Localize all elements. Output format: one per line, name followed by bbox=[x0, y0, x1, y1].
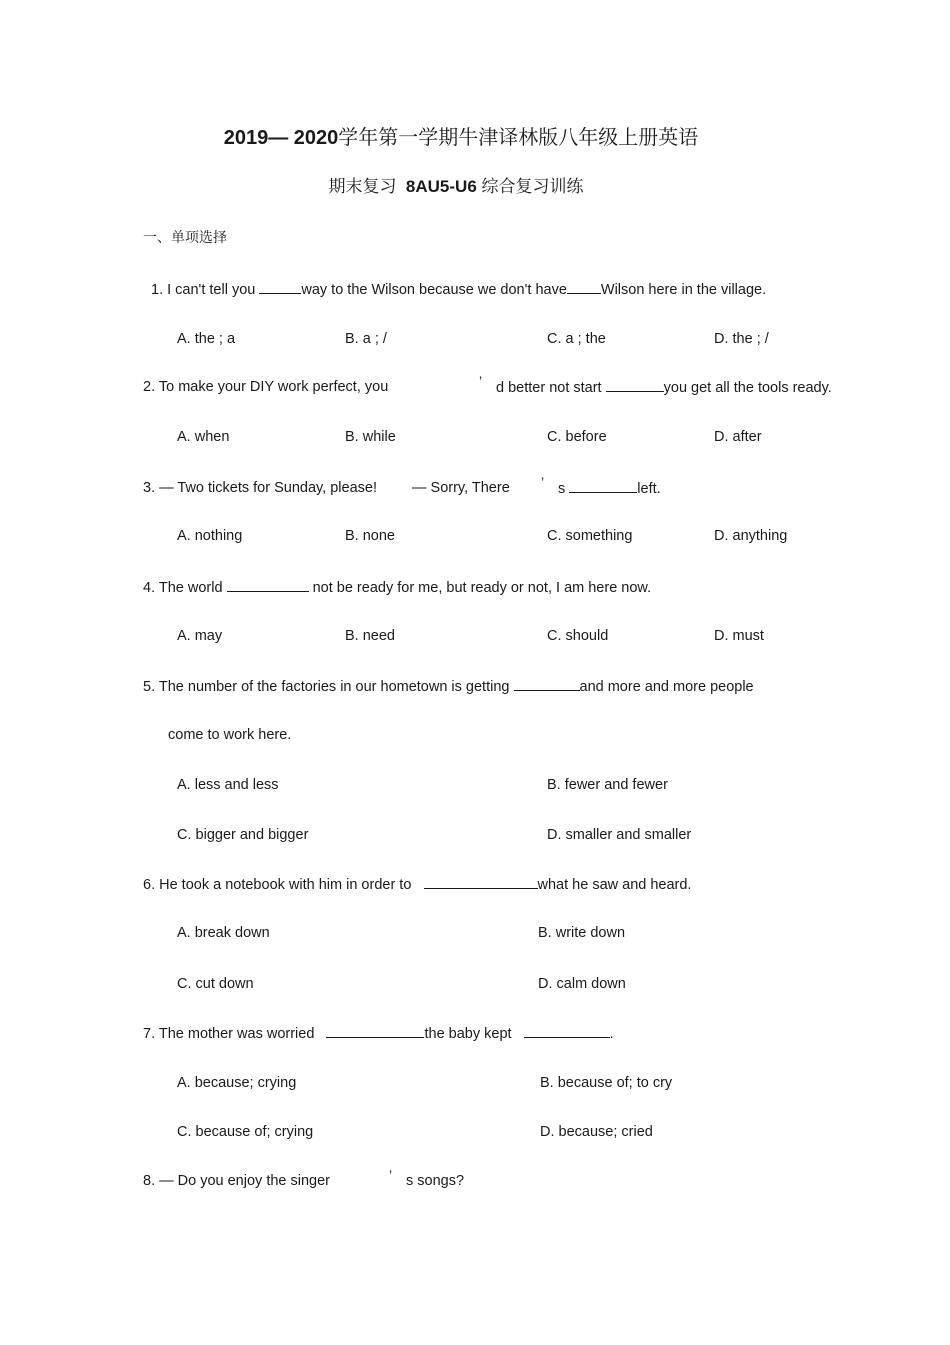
apostrophe: ’ bbox=[479, 373, 483, 389]
option-c[interactable]: C. because of; crying bbox=[177, 1124, 314, 1140]
option-b[interactable]: B. while bbox=[345, 429, 396, 445]
option-c[interactable]: C. cut down bbox=[177, 976, 254, 992]
question-text: and more and more people bbox=[579, 679, 754, 695]
option-d[interactable]: D. must bbox=[714, 628, 764, 644]
question-text: Wilson here in the village. bbox=[600, 282, 767, 298]
question-text: 5. The number of the factories in our hometown is getting bbox=[143, 679, 510, 695]
question-text: d better not start bbox=[496, 380, 602, 396]
answer-blank[interactable] bbox=[606, 378, 664, 392]
title-year: 2019— 2020 bbox=[223, 127, 339, 149]
question-8-cont: s songs? bbox=[406, 1173, 465, 1189]
option-b[interactable]: B. none bbox=[345, 528, 395, 544]
subtitle-code: 8AU5-U6 bbox=[405, 177, 477, 196]
option-b[interactable]: B. write down bbox=[538, 925, 626, 941]
answer-blank[interactable] bbox=[424, 875, 538, 889]
title-text: 学年第一学期牛津译林版八年级上册英语 bbox=[338, 127, 699, 149]
option-b[interactable]: B. fewer and fewer bbox=[547, 777, 668, 793]
answer-blank[interactable] bbox=[326, 1024, 424, 1038]
answer-blank[interactable] bbox=[514, 677, 580, 691]
question-3-reply: — Sorry, There bbox=[412, 480, 510, 496]
question-text: . bbox=[609, 1026, 614, 1042]
option-d[interactable]: D. smaller and smaller bbox=[547, 827, 692, 843]
option-b[interactable]: B. because of; to cry bbox=[540, 1075, 673, 1091]
subtitle-prefix: 期末复习 bbox=[328, 177, 397, 196]
question-8: 8. — Do you enjoy the singer bbox=[143, 1173, 330, 1189]
question-text: 1. I can't tell you bbox=[151, 282, 256, 298]
answer-blank[interactable] bbox=[259, 280, 301, 294]
question-2-cont bbox=[496, 378, 832, 397]
question-2: 2. To make your DIY work perfect, you bbox=[143, 379, 389, 395]
option-b[interactable]: B. need bbox=[345, 628, 395, 644]
option-d[interactable]: D. calm down bbox=[538, 976, 626, 992]
subtitle-suffix: 综合复习训练 bbox=[481, 177, 584, 196]
question-5 bbox=[143, 677, 754, 696]
question-6 bbox=[143, 875, 691, 894]
option-a[interactable]: A. because; crying bbox=[177, 1075, 297, 1091]
question-text: 7. The mother was worried bbox=[143, 1026, 315, 1042]
question-text: the baby kept bbox=[424, 1026, 512, 1042]
answer-blank[interactable] bbox=[227, 578, 309, 592]
option-a[interactable]: A. nothing bbox=[177, 528, 243, 544]
question-7 bbox=[143, 1024, 614, 1043]
option-c[interactable]: C. something bbox=[547, 528, 633, 544]
option-a[interactable]: A. the ; a bbox=[177, 331, 236, 347]
option-c[interactable]: C. should bbox=[547, 628, 609, 644]
option-a[interactable]: A. may bbox=[177, 628, 223, 644]
page-title bbox=[0, 126, 922, 150]
apostrophe: ’ bbox=[541, 474, 545, 490]
question-1 bbox=[151, 280, 766, 299]
question-text: s bbox=[558, 481, 566, 497]
option-d[interactable]: D. anything bbox=[714, 528, 788, 544]
apostrophe: ’ bbox=[389, 1167, 393, 1183]
question-4 bbox=[143, 578, 651, 597]
question-text: what he saw and heard. bbox=[537, 877, 692, 893]
option-a[interactable]: A. when bbox=[177, 429, 230, 445]
option-c[interactable]: C. a ; the bbox=[547, 331, 606, 347]
option-d[interactable]: D. after bbox=[714, 429, 762, 445]
option-c[interactable]: C. before bbox=[547, 429, 607, 445]
question-text: left. bbox=[637, 481, 661, 497]
option-c[interactable]: C. bigger and bigger bbox=[177, 827, 309, 843]
question-3: 3. — Two tickets for Sunday, please! bbox=[143, 480, 377, 496]
question-text: 4. The world bbox=[143, 580, 223, 596]
option-d[interactable]: D. because; cried bbox=[540, 1124, 653, 1140]
question-text: not be ready for me, but ready or not, I am here now. bbox=[312, 580, 652, 596]
answer-blank[interactable] bbox=[569, 479, 637, 493]
answer-blank[interactable] bbox=[524, 1024, 610, 1038]
option-a[interactable]: A. less and less bbox=[177, 777, 279, 793]
option-b[interactable]: B. a ; / bbox=[345, 331, 387, 347]
question-text: way to the Wilson because we don't have bbox=[301, 282, 567, 298]
question-5-line2: come to work here. bbox=[168, 727, 292, 743]
question-3-cont bbox=[558, 479, 661, 498]
section-heading: 一、单项选择 bbox=[143, 229, 227, 245]
page-subtitle bbox=[0, 176, 912, 198]
question-text: you get all the tools ready. bbox=[663, 380, 832, 396]
option-d[interactable]: D. the ; / bbox=[714, 331, 769, 347]
question-text: 6. He took a notebook with him in order to bbox=[143, 877, 412, 893]
option-a[interactable]: A. break down bbox=[177, 925, 270, 941]
answer-blank[interactable] bbox=[567, 280, 601, 294]
